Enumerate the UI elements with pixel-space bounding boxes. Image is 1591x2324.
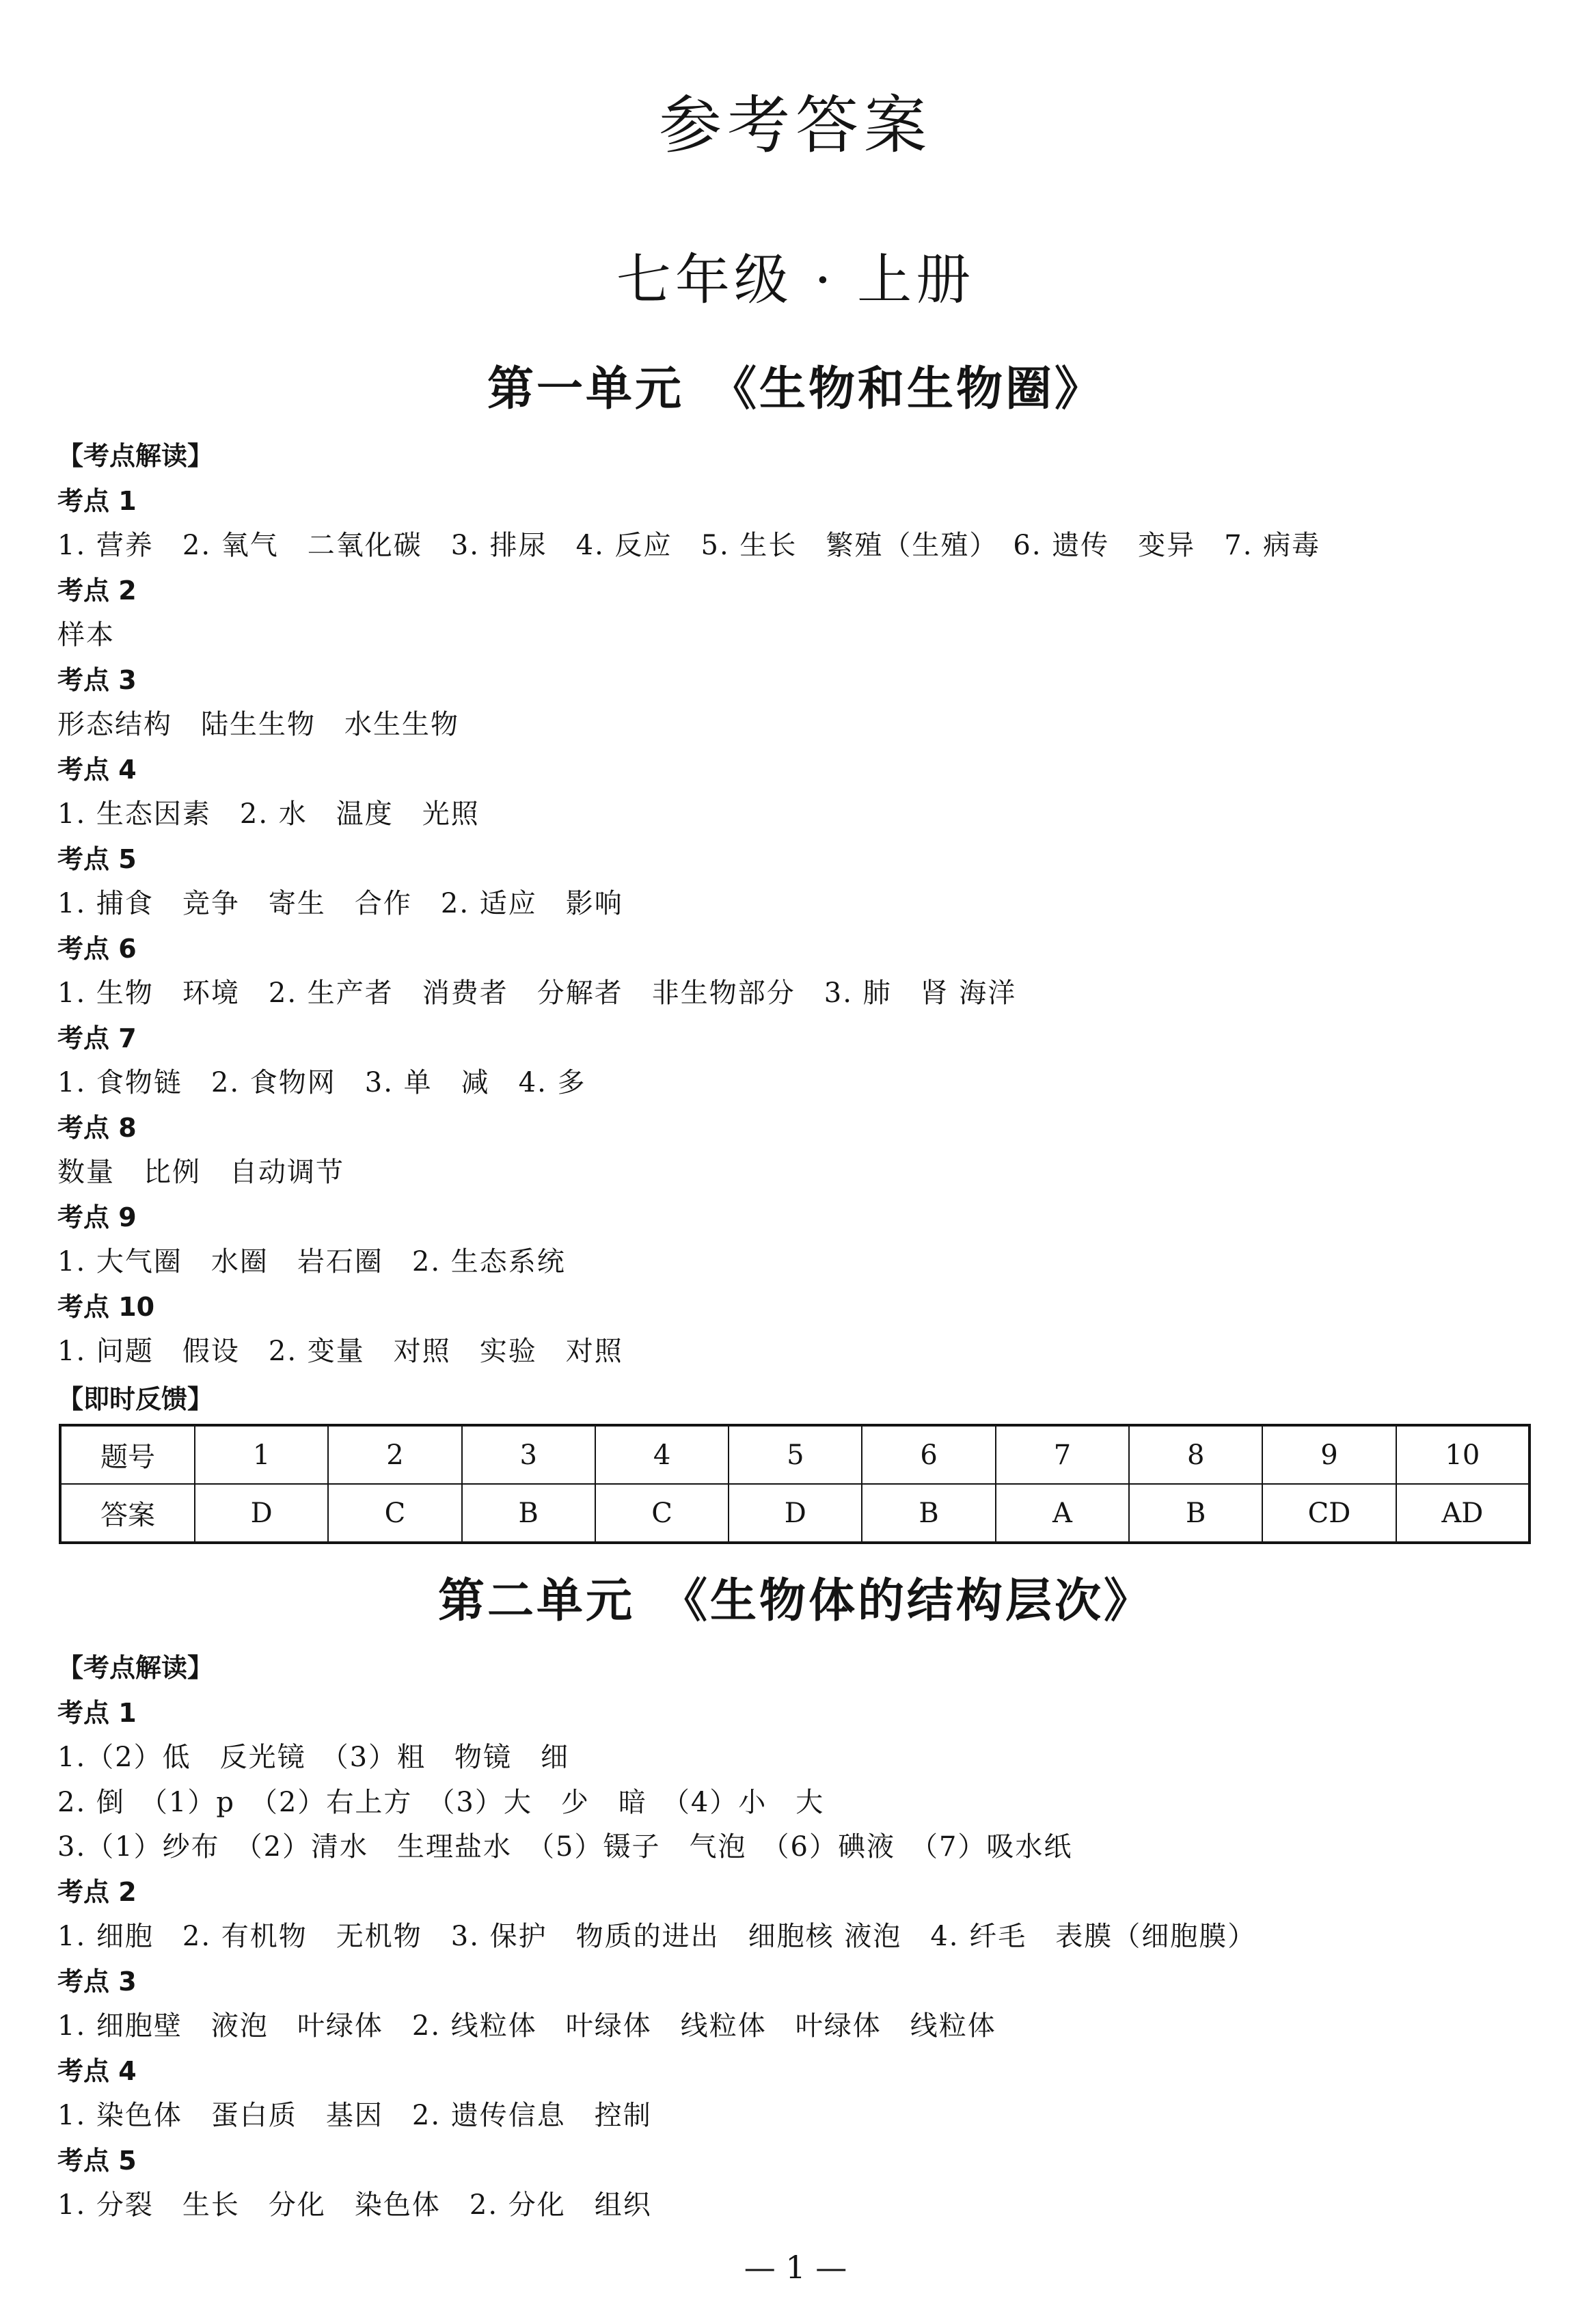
table-cell-number: 3 [462,1425,595,1484]
unit1-kp5-label: 考点 5 [57,843,137,874]
unit2-kp5-answer: 1. 分裂 生长 分化 染色体 2. 分化 组织 [57,2189,652,2221]
table-cell-answer: A [996,1484,1129,1543]
table-cell-number: 6 [862,1425,995,1484]
unit1-kp10-answer: 1. 问题 假设 2. 变量 对照 实验 对照 [57,1336,623,1367]
page-number: — 1 — [744,2249,847,2286]
table-cell-answer: AD [1396,1484,1529,1543]
unit1-kp3-answer: 形态结构 陆生生物 水生生物 [57,709,459,740]
table-cell-number: 8 [1129,1425,1262,1484]
unit2-kp1-answer-2: 2. 倒 （1）p （2）右上方 （3）大 少 暗 （4）小 大 [57,1786,825,1818]
table-cell-answer: C [595,1484,729,1543]
unit2-kp3-answer: 1. 细胞壁 液泡 叶绿体 2. 线粒体 叶绿体 线粒体 叶绿体 线粒体 [57,2010,996,2042]
unit1-kp7-label: 考点 7 [57,1023,137,1053]
table-cell-number: 1 [195,1425,328,1484]
unit1-kp1-label: 考点 1 [57,485,137,516]
unit1-kp10-label: 考点 10 [57,1291,155,1322]
unit2-kp4-label: 考点 4 [57,2055,137,2086]
unit1-kp5-answer: 1. 捕食 竞争 寄生 合作 2. 适应 影响 [57,888,623,919]
unit1-kp8-label: 考点 8 [57,1112,137,1143]
unit2-kp5-label: 考点 5 [57,2145,137,2176]
table-cell-number: 7 [996,1425,1129,1484]
unit1-section [57,434,1534,1375]
unit2-kp2-label: 考点 2 [57,1876,137,1907]
unit1-kp1-answer: 1. 营养 2. 氧气 二氧化碳 3. 排尿 4. 反应 5. 生长 繁殖（生殖） 6. 遗传 变异 7. 病毒 [57,530,1321,561]
unit2-kp2-answer: 1. 细胞 2. 有机物 无机物 3. 保护 物质的进出 细胞核 液泡 4. 纤毛 表膜（细胞膜） [57,1921,1257,1952]
unit2-kp3-label: 考点 3 [57,1966,137,1997]
table-cell-answer: B [862,1484,995,1543]
page-title: 参考答案 [658,89,932,162]
table-cell-answer: B [462,1484,595,1543]
table-header-answer: 答案 [60,1484,195,1543]
grade-title: 七年级 · 上册 [616,248,975,312]
table-cell-answer: CD [1262,1484,1396,1543]
table-cell-answer: B [1129,1484,1262,1543]
table-cell-number: 4 [595,1425,729,1484]
table-cell-number: 10 [1396,1425,1529,1484]
table-cell-number: 5 [729,1425,862,1484]
unit2-kp1-label: 考点 1 [57,1697,137,1728]
table-cell-answer: D [195,1484,328,1543]
table-cell-answer: D [729,1484,862,1543]
unit2-kp1-answer-1: 1.（2）低 反光镜 （3）粗 物镜 细 [57,1742,570,1773]
unit1-kp6-answer: 1. 生物 环境 2. 生产者 消费者 分解者 非生物部分 3. 肺 肾 海洋 [57,977,1017,1009]
table-row-answers [60,1484,1529,1543]
unit1-kp3-label: 考点 3 [57,664,137,695]
unit2-section-tag: 【考点解读】 [57,1653,214,1683]
table-header-number: 题号 [60,1425,195,1484]
unit1-kp2-label: 考点 2 [57,575,137,606]
unit1-title: 第一单元 《生物和生物圈》 [487,362,1104,416]
table-cell-answer: C [328,1484,461,1543]
unit1-kp4-label: 考点 4 [57,754,137,785]
unit1-kp9-label: 考点 9 [57,1202,137,1232]
unit2-kp1-answer-3: 3.（1）纱布 （2）清水 生理盐水 （5）镊子 气泡 （6）碘液 （7）吸水纸 [57,1831,1073,1863]
unit2-section [57,1646,1534,2228]
table-cell-number: 9 [1262,1425,1396,1484]
unit1-feedback-tag: 【即时反馈】 [57,1384,214,1414]
unit1-section-tag: 【考点解读】 [57,441,214,471]
unit1-kp4-answer: 1. 生态因素 2. 水 温度 光照 [57,798,480,830]
table-cell-number: 2 [328,1425,461,1484]
unit2-title: 第二单元 《生物体的结构层次》 [437,1574,1153,1628]
table-row-numbers [60,1425,1529,1484]
unit2-kp4-answer: 1. 染色体 蛋白质 基因 2. 遗传信息 控制 [57,2100,652,2131]
unit1-kp2-answer: 样本 [57,619,115,651]
unit1-kp8-answer: 数量 比例 自动调节 [57,1157,344,1188]
unit1-kp6-label: 考点 6 [57,933,137,964]
feedback-table [59,1424,1531,1544]
unit1-kp9-answer: 1. 大气圈 水圈 岩石圈 2. 生态系统 [57,1246,566,1278]
unit1-kp7-answer: 1. 食物链 2. 食物网 3. 单 减 4. 多 [57,1067,586,1098]
